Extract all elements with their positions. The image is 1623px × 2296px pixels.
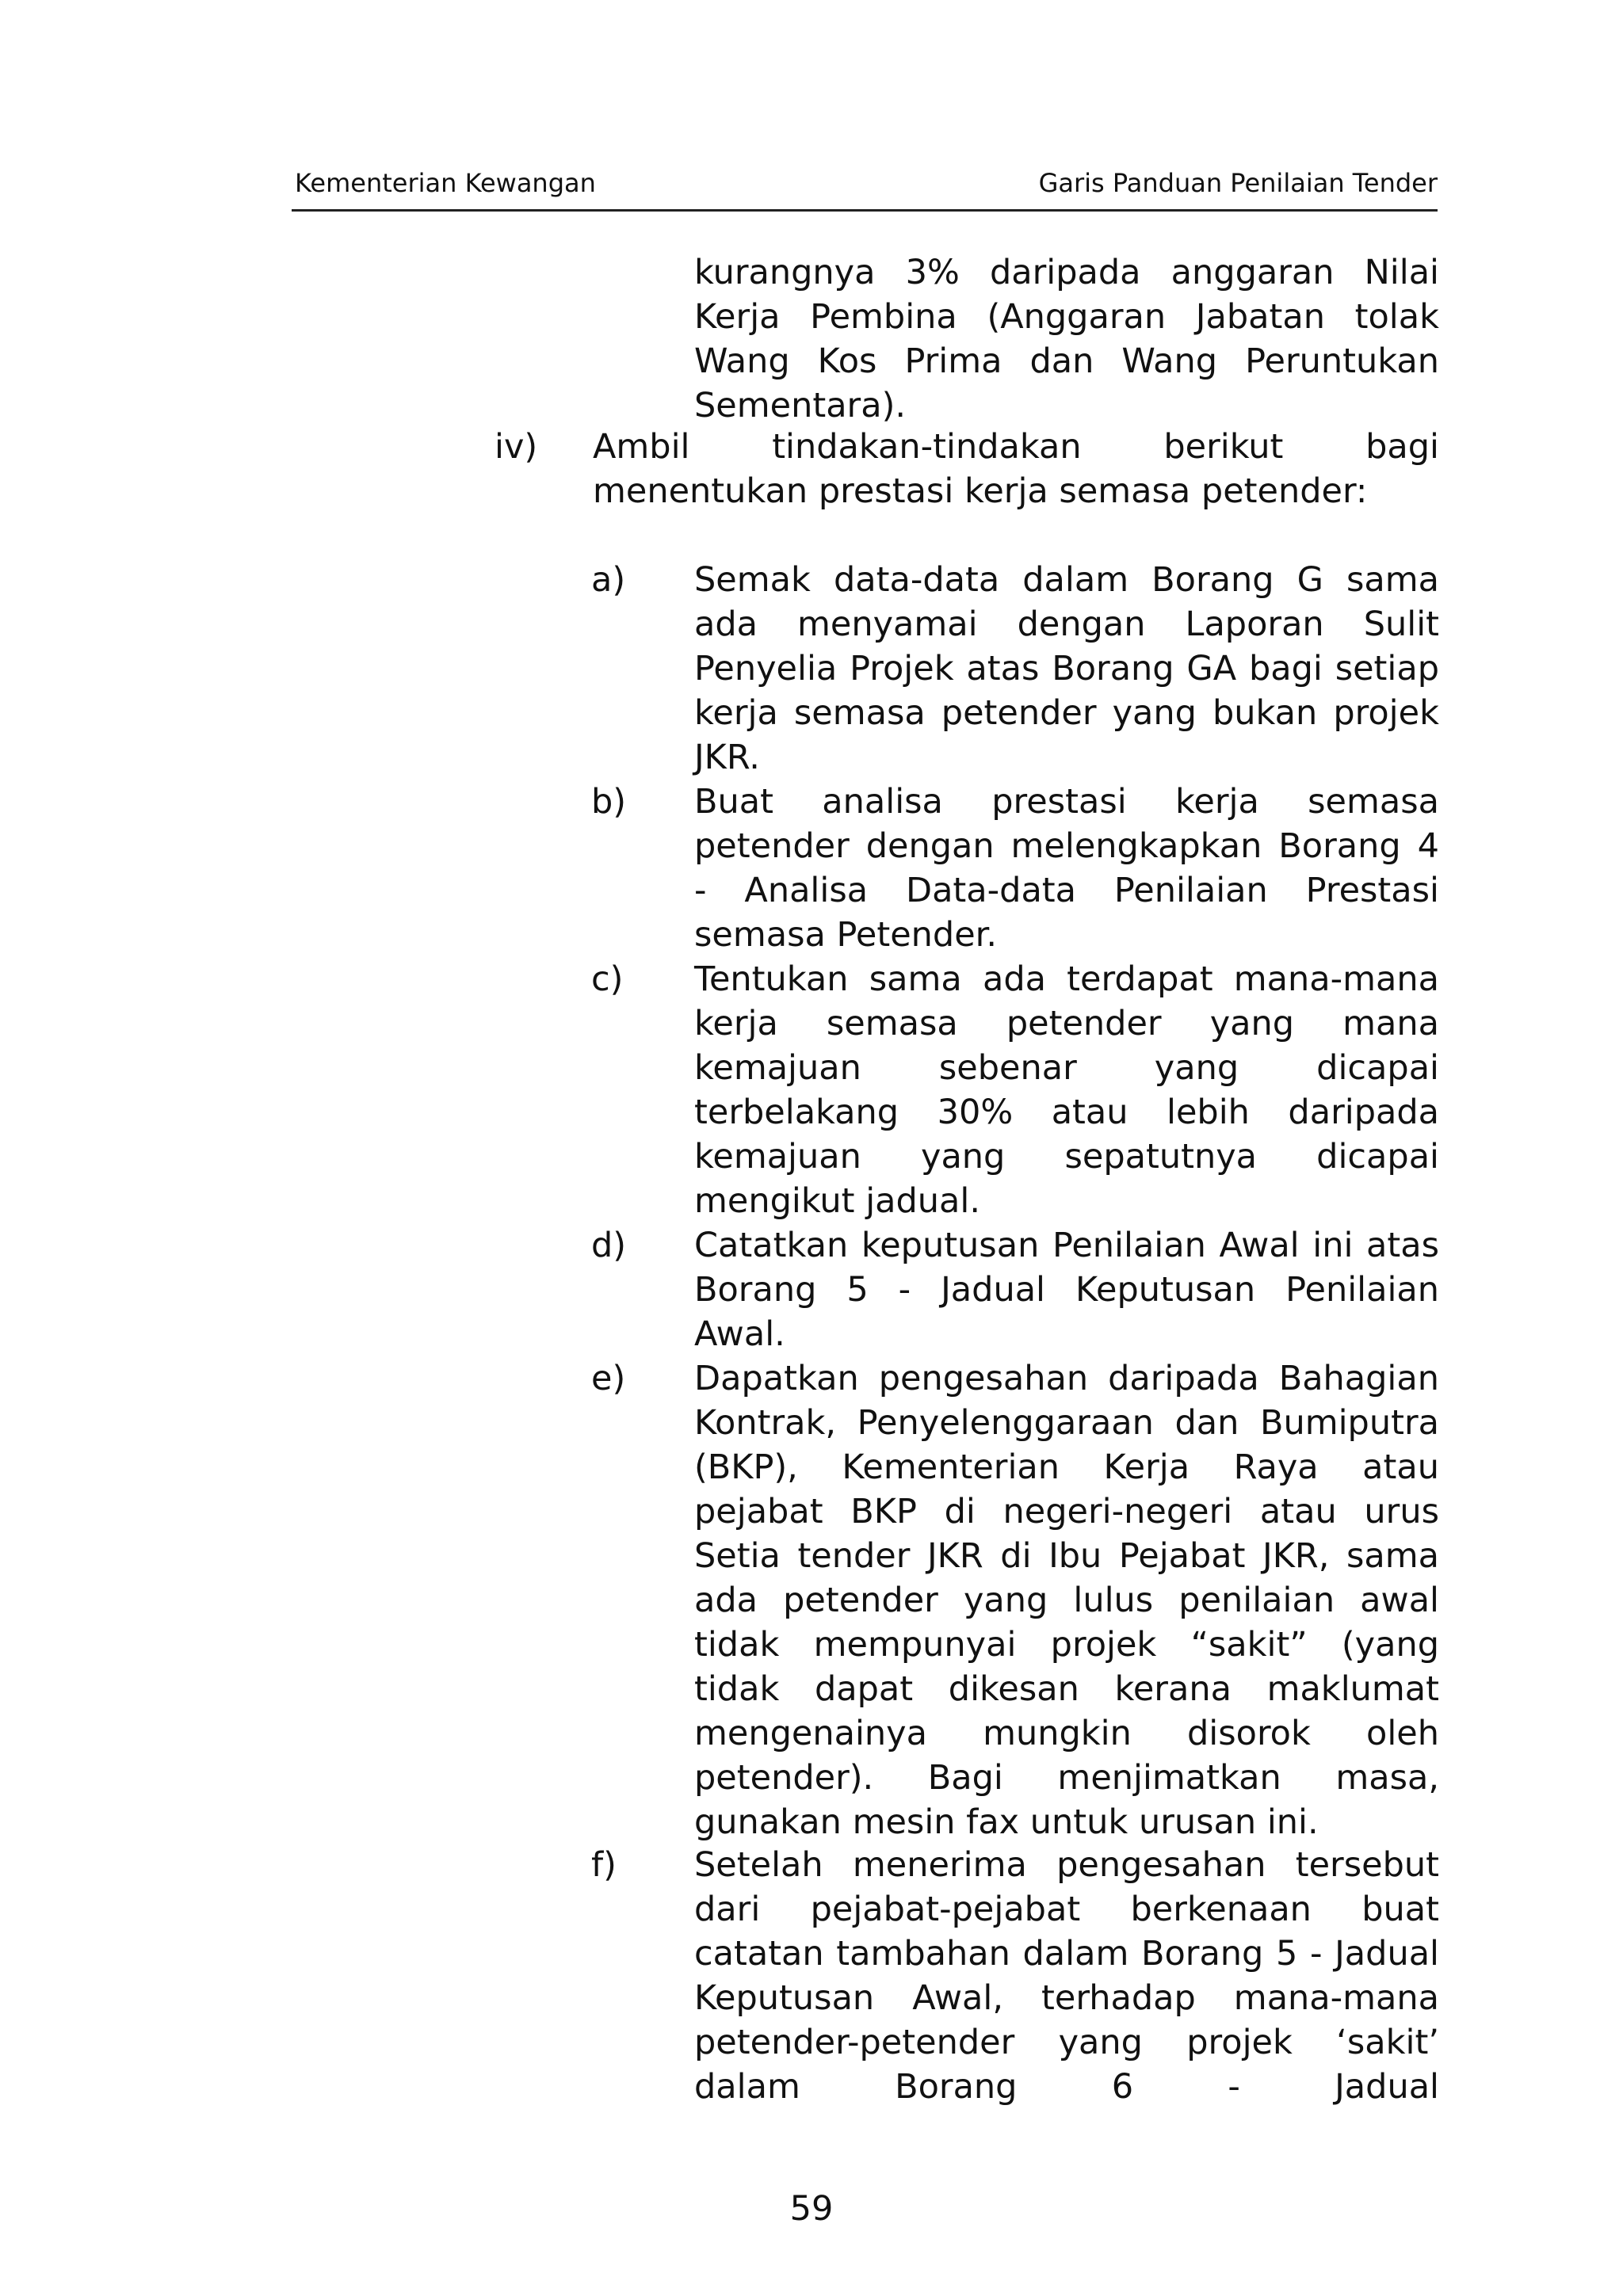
subitem-a-text: Semak data-data dalam Borang G sama ada menyamai dengan Laporan Sulit Penyelia Projek atas Borang GA bagi setiap kerja semasa petender yang bukan projek JKR. xyxy=(694,560,1439,777)
subitem-b-text: Buat analisa prestasi kerja semasa petender dengan melengkapkan Borang 4 - Analisa Data-data Penilaian Prestasi semasa Petender. xyxy=(694,782,1439,955)
subitem-d-marker: d) xyxy=(591,1226,627,1265)
subitem-c-text: Tentukan sama ada terdapat mana-mana kerja semasa petender yang mana kemajuan sebenar yang dicapai terbelakang 30% atau lebih daripada kemajuan yang sepatutnya dicapai mengikut jadual. xyxy=(694,959,1439,1221)
continuation-paragraph: kurangnya 3% daripada anggaran Nilai Kerja Pembina (Anggaran Jabatan tolak Wang Kos Prima dan Wang Peruntukan Sementara). xyxy=(694,253,1439,425)
subitem-b-marker: b) xyxy=(591,782,627,822)
header-divider xyxy=(292,209,1438,212)
item-iv-marker: iv) xyxy=(495,427,538,467)
subitem-d-text: Catatkan keputusan Penilaian Awal ini atas Borang 5 - Jadual Keputusan Penilaian Awal. xyxy=(694,1226,1439,1354)
subitem-f-text: Setelah menerima pengesahan tersebut dari pejabat-pejabat berkenaan buat catatan tambahan dalam Borang 5 - Jadual Keputusan Awal, terhadap mana-mana petender-petender yang projek ‘sakit’ dalam Borang 6 - Jadual xyxy=(694,1845,1439,2107)
subitem-e-marker: e) xyxy=(591,1359,626,1398)
header-document-title: Garis Panduan Penilaian Tender xyxy=(1038,168,1438,198)
subitem-a-marker: a) xyxy=(591,560,626,600)
page-header xyxy=(295,163,1438,203)
item-iv-text: Ambil tindakan-tindakan berikut bagi menentukan prestasi kerja semasa petender: xyxy=(593,427,1439,511)
header-ministry: Kementerian Kewangan xyxy=(295,168,596,198)
subitem-f-marker: f) xyxy=(591,1845,617,1885)
subitem-c-marker: c) xyxy=(591,959,624,999)
page-number: 59 xyxy=(789,2189,834,2229)
subitem-e-text: Dapatkan pengesahan daripada Bahagian Kontrak, Penyelenggaraan dan Bumiputra (BKP), Kementerian Kerja Raya atau pejabat BKP di negeri-negeri atau urus Setia tender JKR di Ibu Pejabat JKR, sama ada petender yang lulus penilaian awal tidak mempunyai projek “sakit” (yang tidak dapat dikesan kerana maklumat mengenainya mungkin disorok oleh petender). Bagi menjimatkan masa, gunakan mesin fax untuk urusan ini. xyxy=(694,1359,1439,1842)
